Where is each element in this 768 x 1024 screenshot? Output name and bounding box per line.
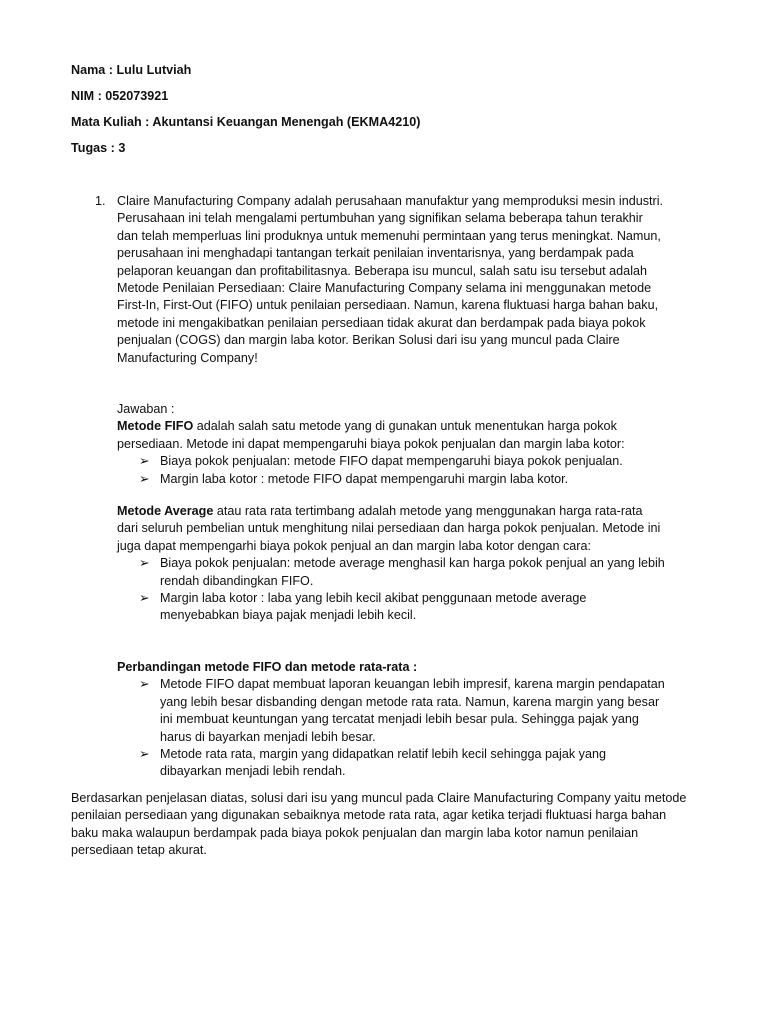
comparison-bullet-list [117, 676, 665, 780]
average-bullet-list [117, 555, 665, 625]
arrow-bullet-icon: ➢ [139, 556, 150, 571]
answer-label: Jawaban : [117, 402, 175, 416]
list-item: ➢ Margin laba kotor : laba yang lebih kecil akibat penggunaan metode average menyebabkan biaya pajak menjadi lebih kecil. [139, 591, 587, 623]
arrow-bullet-icon: ➢ [139, 454, 150, 469]
average-paragraph [117, 503, 665, 555]
average-text: atau rata rata tertimbang adalah metode yang menggunakan harga rata-rata dari seluruh pembelian untuk menghitung nilai persediaan dan harga pokok penjualan. Metode ini juga dapat mempengarhi biaya pokok penjual an dan margin laba kotor dengan cara: [117, 504, 661, 553]
arrow-bullet-icon: ➢ [139, 591, 150, 606]
arrow-bullet-icon: ➢ [139, 677, 150, 692]
comparison-section [117, 659, 665, 781]
list-item: ➢ Metode rata rata, margin yang didapatkan relatif lebih kecil sehingga pajak yang dibayarkan menjadi lebih rendah. [139, 747, 606, 779]
fifo-text: adalah salah satu metode yang di gunakan untuk menentukan harga pokok persediaan. Metode ini dapat mempengaruhi biaya pokok penjualan dan margin laba kotor: [117, 419, 625, 451]
list-item: ➢ Biaya pokok penjualan: metode FIFO dapat mempengaruhi biaya pokok penjualan. [117, 453, 665, 470]
average-section [117, 503, 665, 625]
average-term: Metode Average [117, 504, 214, 518]
assignment-number: Tugas : 3 [71, 141, 126, 155]
list-item: ➢ Biaya pokok penjualan: metode average menghasil kan harga pokok penjual an yang lebih rendah dibandingkan FIFO. [139, 556, 665, 588]
student-name: Nama : Lulu Lutviah [71, 63, 192, 77]
fifo-paragraph [117, 418, 665, 453]
student-nim: NIM : 052073921 [71, 89, 169, 103]
comparison-heading: Perbandingan metode FIFO dan metode rata-rata : [117, 660, 418, 674]
arrow-bullet-icon: ➢ [139, 471, 150, 486]
conclusion-paragraph: Berdasarkan penjelasan diatas, solusi dari isu yang muncul pada Claire Manufacturing Company yaitu metode penilaian persediaan yang digunakan sebaiknya metode rata rata, agar ketika terjadi fluktuasi harga bahan baku maka walaupun berdampak pada biaya pokok penjualan dan margin laba kotor namun penilaian persediaan tetap akurat. [71, 791, 687, 858]
question-text: Claire Manufacturing Company adalah perusahaan manufaktur yang memproduksi mesin industri. Perusahaan ini telah mengalami pertumbuhan yang signifikan selama beberapa tahun terakhir dan telah memperluas lini produknya untuk memenuhi permintaan yang terus meningkat. Namun, perusahaan ini menghadapi tantangan terkait penilaian inventarisnya, yang berdampak pada pelaporan keuangan dan profitabilitasnya. Beberapa isu muncul, salah satu isu tersebut adalah Metode Penilaian Persediaan: Claire Manufacturing Company selama ini menggunakan metode First-In, First-Out (FIFO) untuk penilaian persediaan. Namun, karena fluktuasi harga bahan baku, metode ini mengakibatkan penilaian persediaan tidak akurat dan berdampak pada biaya pokok penjualan (COGS) dan margin laba kotor. Berikan Solusi dari isu yang muncul pada Claire Manufacturing Company! [117, 194, 664, 365]
answer-section [117, 401, 665, 488]
fifo-bullet-list [117, 453, 665, 488]
course-name: Mata Kuliah : Akuntansi Keuangan Menengah (EKMA4210) [71, 115, 421, 129]
fifo-term: Metode FIFO [117, 419, 194, 434]
question-number: 1. [95, 194, 106, 208]
list-item: ➢ Metode FIFO dapat membuat laporan keuangan lebih impresif, karena margin pendapatan yang lebih besar disbanding dengan metode rata rata. Namun, karena margin yang besar ini membuat keuntungan yang tercatat menjadi lebih besar pula. Sehingga pajak yang harus di bayarkan menjadi lebih besar. [139, 677, 665, 744]
arrow-bullet-icon: ➢ [139, 747, 150, 762]
list-item: ➢ Margin laba kotor : metode FIFO dapat mempengaruhi margin laba kotor. [117, 471, 665, 488]
